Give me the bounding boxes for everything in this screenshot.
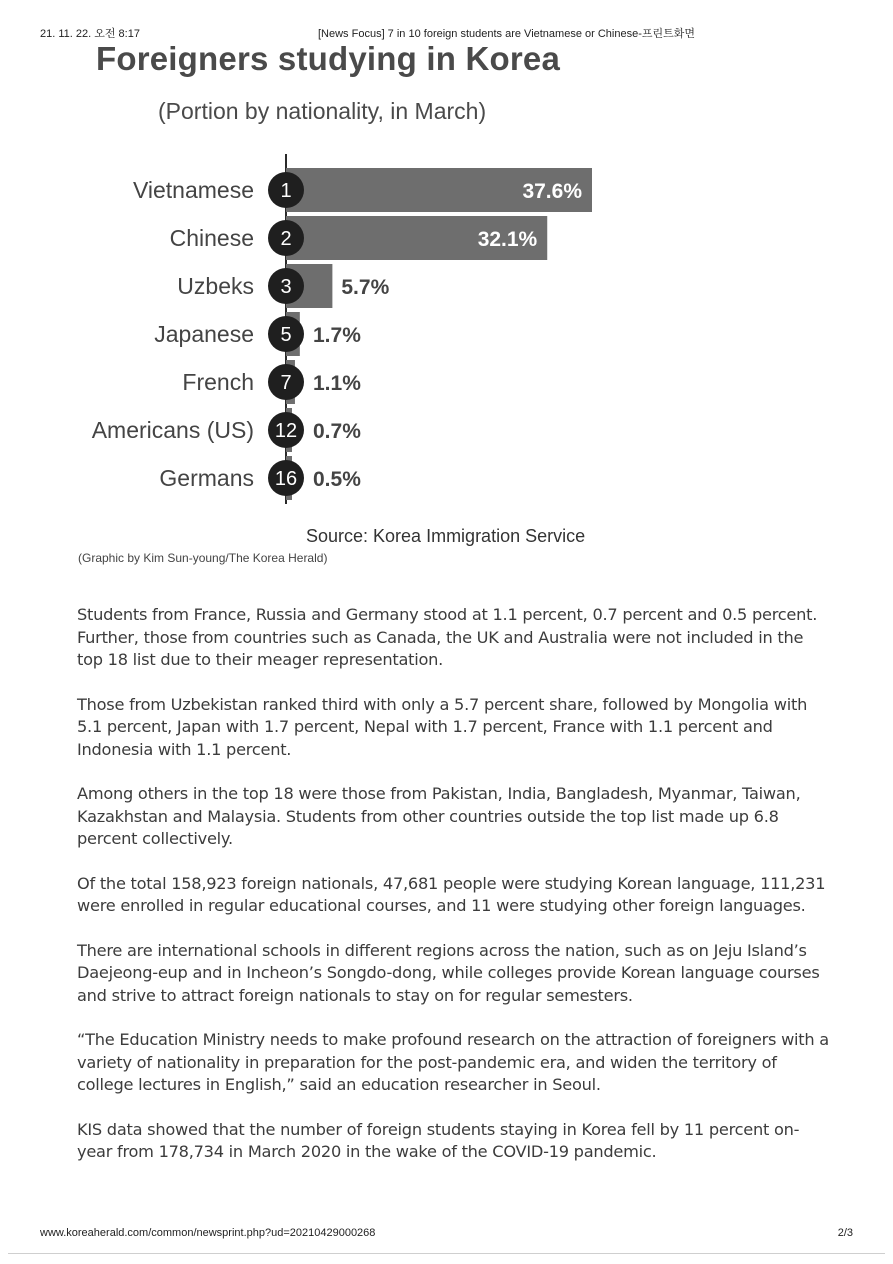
- chart-title: Foreigners studying in Korea: [96, 40, 561, 77]
- category-label: Vietnamese: [132, 177, 254, 203]
- category-label: Japanese: [154, 321, 254, 347]
- rank-number: 12: [274, 420, 298, 442]
- print-footer-page-number: 2/3: [837, 1227, 853, 1239]
- article-paragraph: There are international schools in different regions across the nation, such as on Jeju Island’s Daejeong-eup and in Incheon’s Songdo-dong, while colleges provide Korean language courses and strive to attract foreign nationals to stay on for regular semesters.: [77, 940, 820, 1005]
- value-label: 37.6%: [522, 180, 582, 203]
- category-label: French: [182, 369, 254, 395]
- value-label: 1.1%: [313, 372, 361, 395]
- value-label: 32.1%: [477, 228, 538, 251]
- article-paragraph: Among others in the top 18 were those from Pakistan, India, Bangladesh, Myanmar, Taiwan, Kazakhstan and Malaysia. Students from other countries outside the top list made up 6.8 percent collectively.: [77, 784, 801, 848]
- rank-number: 16: [274, 468, 298, 490]
- rank-number: 3: [280, 276, 292, 298]
- chart-subtitle: (Portion by nationality, in March): [158, 98, 487, 124]
- rank-number: 5: [280, 324, 292, 346]
- article-paragraph: KIS data showed that the number of foreign students staying in Korea fell by 11 percent on-year from 178,734 in March 2020 in the wake of the COVID-19 pandemic.: [77, 1119, 800, 1161]
- article-paragraph: Students from France, Russia and Germany stood at 1.1 percent, 0.7 percent and 0.5 percent. Further, those from countries such as Canada, the UK and Australia were not included in the top 18 list due to their meager representation.: [77, 605, 818, 669]
- print-header-date: 21. 11. 22. 오전 8:17: [40, 28, 140, 40]
- print-footer-url: www.koreaherald.com/common/newsprint.php?ud=20210429000268: [40, 1227, 376, 1239]
- category-label: Americans (US): [91, 417, 254, 443]
- rank-number: 7: [280, 372, 292, 394]
- graphic-credit: (Graphic by Kim Sun-young/The Korea Herald): [78, 551, 328, 565]
- rank-number: 2: [280, 228, 292, 250]
- category-label: Chinese: [169, 225, 254, 251]
- article-paragraph: “The Education Ministry needs to make profound research on the attraction of foreigners with a variety of nationality in preparation for the post-pandemic era, and widen the territory of college lectures in English,” said an education researcher in Seoul.: [77, 1030, 829, 1094]
- value-label: 5.7%: [341, 276, 390, 299]
- rank-number: 1: [280, 180, 292, 202]
- value-label: 0.5%: [313, 468, 361, 491]
- value-label: 0.7%: [313, 420, 361, 443]
- article-body: [77, 604, 829, 1186]
- category-label: Germans: [159, 465, 254, 491]
- print-header-title: [News Focus] 7 in 10 foreign students are Vietnamese or Chinese-프린트화면: [318, 28, 695, 40]
- bar-chart: [0, 150, 893, 520]
- article-paragraph: Of the total 158,923 foreign nationals, 47,681 people were studying Korean language, 111,231 were enrolled in regular educational courses, and 11 were studying other foreign languages.: [77, 873, 826, 915]
- article-paragraph: Those from Uzbekistan ranked third with only a 5.7 percent share, followed by Mongolia with 5.1 percent, Japan with 1.7 percent, Nepal with 1.7 percent, France with 1.1 percent and Indonesia with 1.1 percent.: [77, 694, 808, 759]
- category-label: Uzbeks: [177, 273, 254, 299]
- chart-source: Source: Korea Immigration Service: [306, 526, 586, 546]
- bottom-rule: [8, 1253, 885, 1254]
- value-label: 1.7%: [313, 324, 361, 347]
